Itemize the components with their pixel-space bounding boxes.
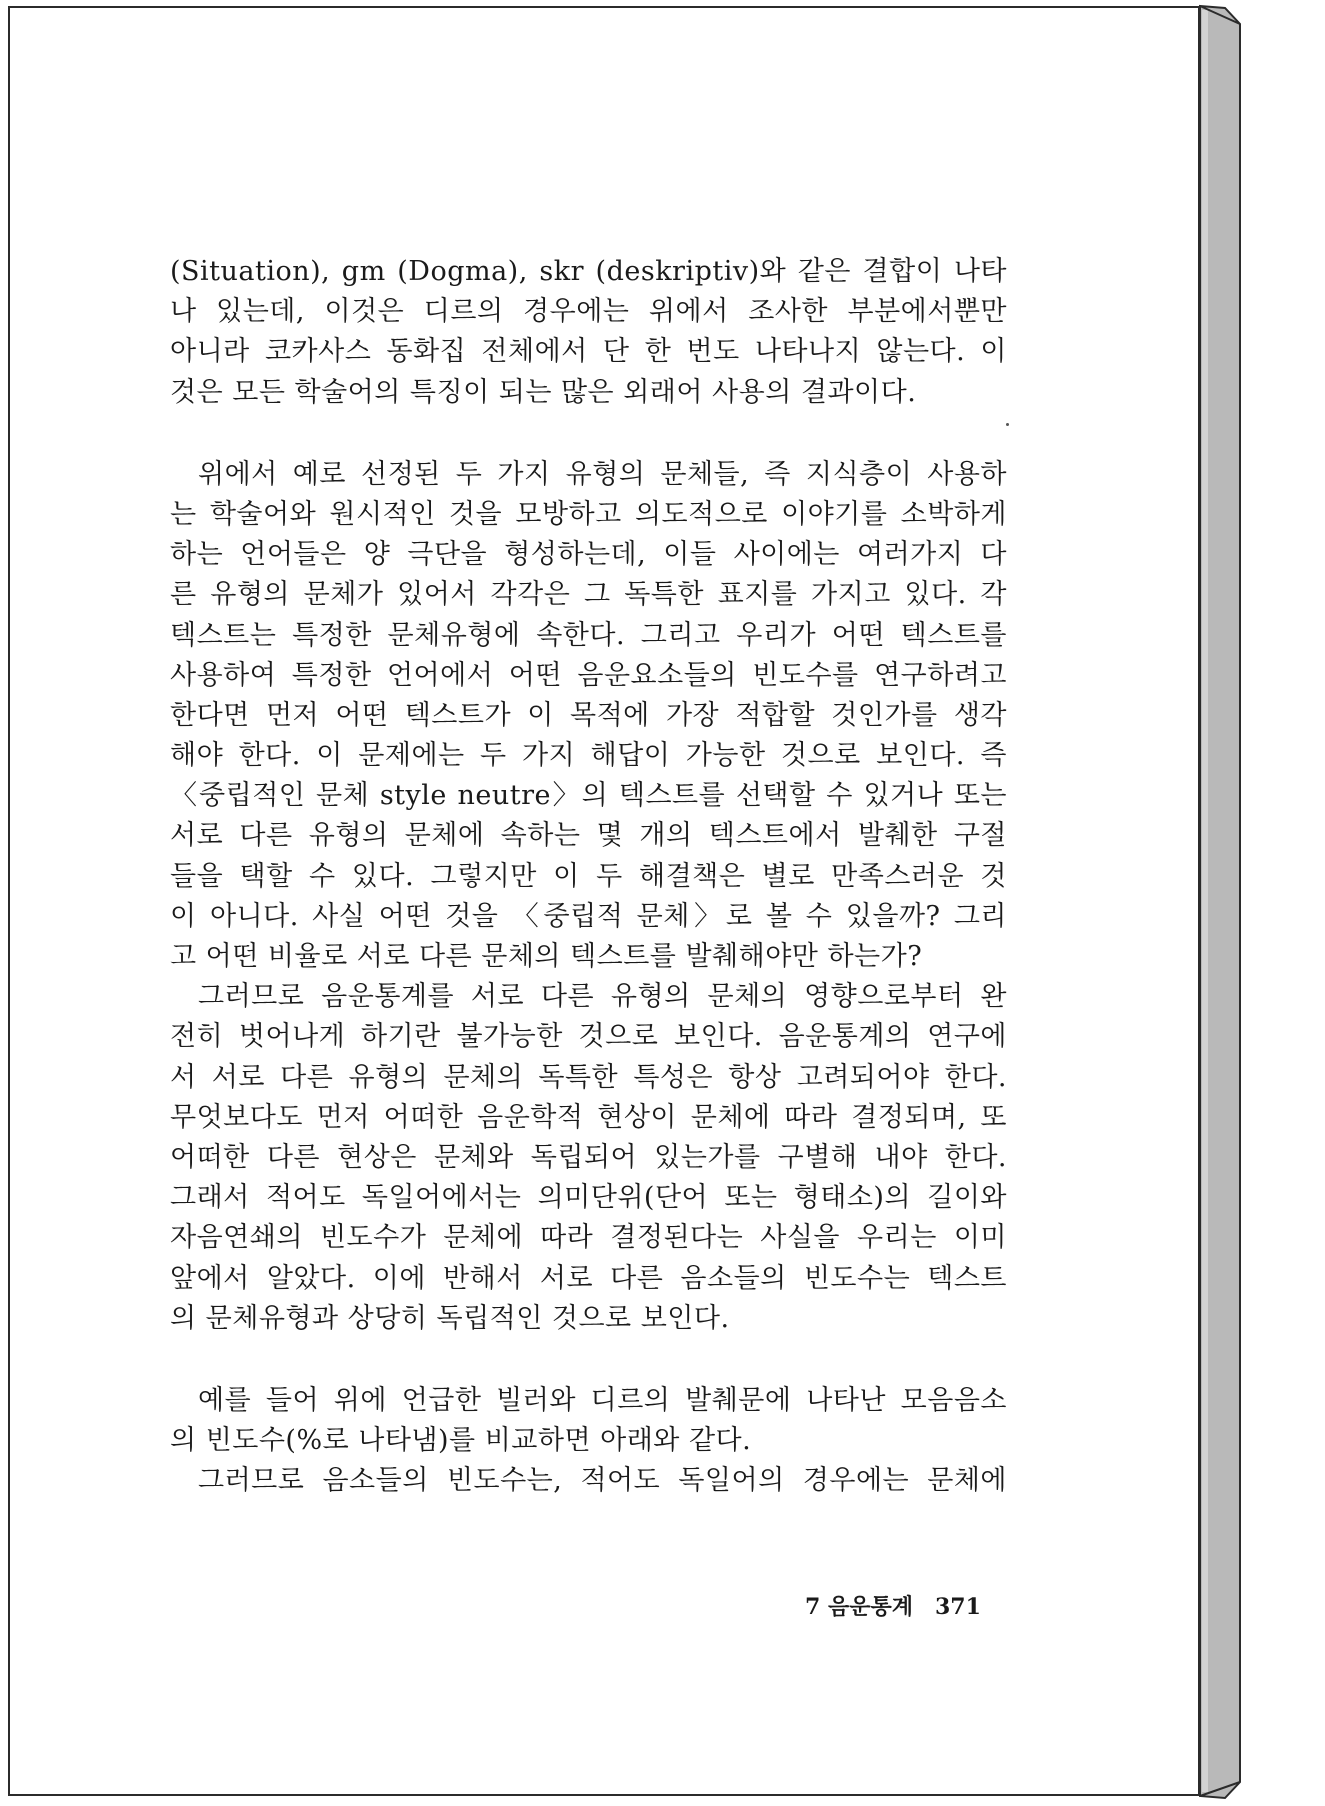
text-line: 고 어떤 비율로 서로 다른 문체의 텍스트를 발췌해야만 하는가? (170, 941, 923, 972)
text-line: 무엇보다도 먼저 어떠한 음운학적 현상이 문체에 따라 결정되며, 또 (170, 1101, 1007, 1133)
text-line: 해야 한다. 이 문제에는 두 가지 해답이 가능한 것으로 보인다. 즉 (170, 740, 1007, 772)
text-line: 한다면 먼저 어떤 텍스트가 이 목적에 가장 적합할 것인가를 생각 (170, 699, 1007, 731)
text-line: 른 유형의 문체가 있어서 각각은 그 독특한 표지를 가지고 있다. 각 (170, 579, 1007, 611)
text-line: 나 있는데, 이것은 디르의 경우에는 위에서 조사한 부분에서뿐만 (170, 296, 1007, 328)
running-footer-chapter: 7 음운통계 (805, 1594, 913, 1620)
page-number: 371 (934, 1594, 981, 1620)
text-line: 의 문체유형과 상당히 독립적인 것으로 보인다. (170, 1302, 730, 1334)
text-line: 사용하여 특정한 언어에서 어떤 음운요소들의 빈도수를 연구하려고 (170, 659, 1007, 691)
text-line: 그러므로 음소들의 빈도수는, 적어도 독일어의 경우에는 문체에 (198, 1465, 1007, 1497)
text-line: 텍스트는 특정한 문체유형에 속한다. 그리고 우리가 어떤 텍스트를 (170, 619, 1007, 651)
text-line: 아니라 코카사스 동화집 전체에서 단 한 번도 나타나지 않는다. 이 (170, 336, 1007, 368)
text-line: (Situation), gm (Dogma), skr (deskriptiv)와 같은 결합이 나타 (170, 256, 1007, 287)
text-line: 서로 다른 유형의 문체에 속하는 몇 개의 텍스트에서 발췌한 구절 (170, 820, 1007, 852)
text-line: 것은 모든 학술어의 특징이 되는 많은 외래어 사용의 결과이다. (170, 376, 917, 408)
text-line: 이 아니다. 사실 어떤 것을 〈중립적 문체〉로 볼 수 있을까? 그리 (170, 900, 1007, 932)
text-line: 서 서로 다른 유형의 문체의 독특한 특성은 항상 고려되어야 한다. (170, 1061, 1007, 1093)
paragraph (170, 1461, 1007, 1501)
paragraph (170, 977, 1007, 1339)
text-line: 전히 벗어나게 하기란 불가능한 것으로 보인다. 음운통계의 연구에 (170, 1021, 1007, 1053)
text-line: 그러므로 음운통계를 서로 다른 유형의 문체의 영향으로부터 완 (198, 981, 1007, 1013)
text-line: 자음연쇄의 빈도수가 문체에 따라 결정된다는 사실을 우리는 이미 (170, 1222, 1007, 1254)
paragraph-gap (170, 413, 1007, 455)
text-line: 는 학술어와 원시적인 것을 모방하고 의도적으로 이야기를 소박하게 (170, 498, 1007, 530)
page-footer (805, 1590, 1003, 1621)
text-line: 어떠한 다른 현상은 문체와 독립되어 있는가를 구별해 내야 한다. (170, 1141, 1007, 1173)
paragraph (170, 252, 1007, 413)
paragraph-gap (170, 1339, 1007, 1381)
text-line: 하는 언어들은 양 극단을 형성하는데, 이들 사이에는 여러가지 다 (170, 539, 1007, 571)
paragraph (170, 455, 1007, 977)
paragraph (170, 1381, 1007, 1461)
text-line: 들을 택할 수 있다. 그렇지만 이 두 해결책은 별로 만족스러운 것 (170, 860, 1007, 892)
text-line: 그래서 적어도 독일어에서는 의미단위(단어 또는 형태소)의 길이와 (170, 1182, 1007, 1214)
text-line: 앞에서 알았다. 이에 반해서 서로 다른 음소들의 빈도수는 텍스트 (170, 1262, 1007, 1294)
text-line: 의 빈도수(%로 나타냄)를 비교하면 아래와 같다. (170, 1425, 752, 1457)
text-line: 위에서 예로 선정된 두 가지 유형의 문체들, 즉 지식층이 사용하 (198, 458, 1007, 490)
body-text (170, 252, 1007, 1501)
text-line: 〈중립적인 문체 style neutre〉의 텍스트를 선택할 수 있거나 또는 (170, 780, 1007, 812)
text-line: 예를 들어 위에 언급한 빌러와 디르의 발췌문에 나타난 모음음소 (198, 1384, 1007, 1416)
